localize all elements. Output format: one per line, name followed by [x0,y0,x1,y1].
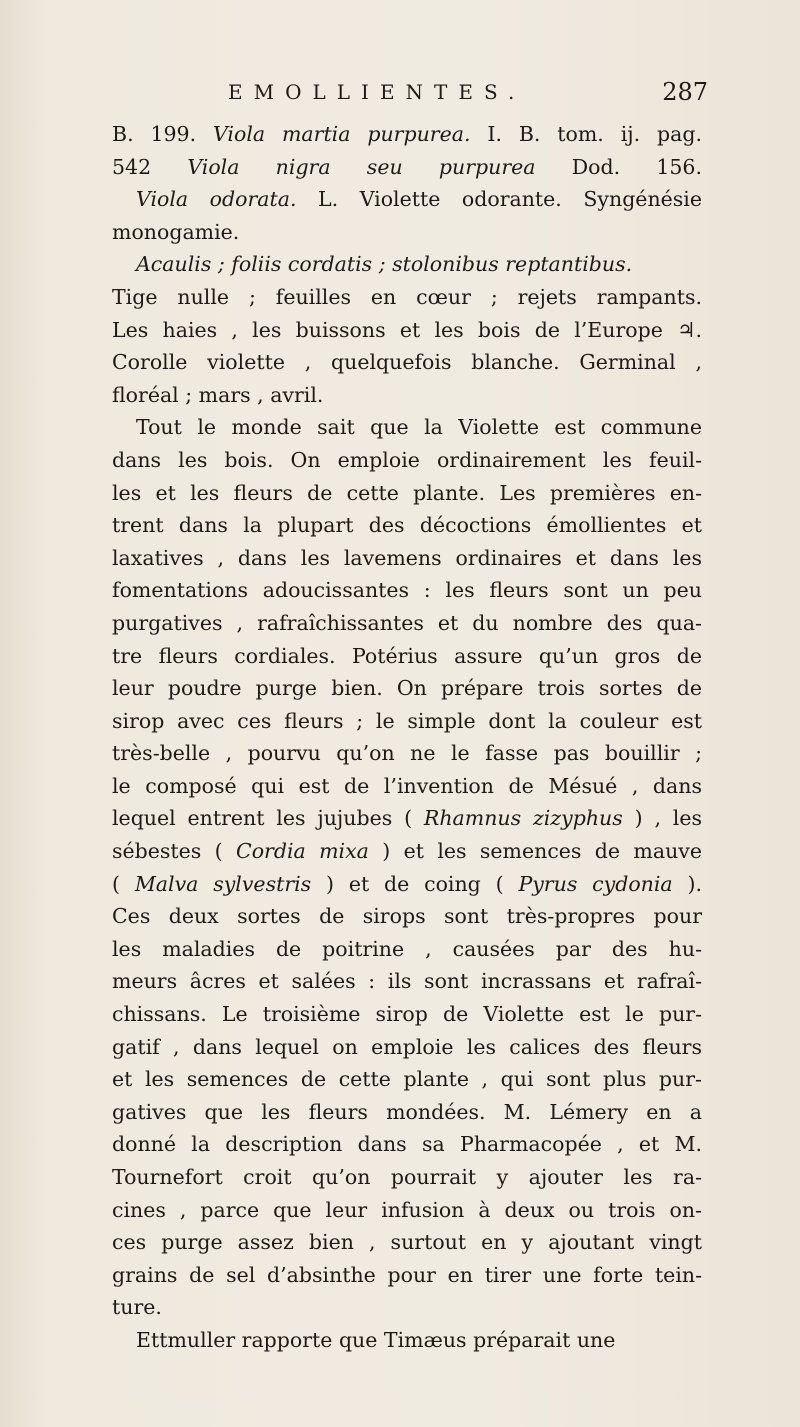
text-line [112,607,702,640]
text-line [112,1194,702,1227]
text-segment: ( [112,871,135,896]
text-segment: ) , les [622,806,703,831]
text-segment: Dod. 156. [535,154,702,179]
text-line [112,1291,702,1324]
text-line [112,411,702,444]
text-segment: le composé qui est de l’invention de Mésué , dans [112,773,702,798]
text-segment: sébestes ( [112,839,237,864]
text-line [112,314,702,347]
text-line [112,1259,702,1292]
text-line [112,1096,702,1129]
text-segment: ) et de coing ( [311,871,519,896]
text-segment: lequel entrent les jujubes ( [112,806,424,831]
text-line [112,640,702,673]
text-line [112,151,702,184]
text-segment: et les semences de cette plante , qui sont plus pur- [112,1067,702,1092]
text-segment: Tige nulle ; feuilles en cœur ; rejets rampants. [112,284,702,309]
text-line [112,248,702,281]
text-segment: les et les fleurs de cette plante. Les premières en- [112,480,702,505]
text-segment: cines , parce que leur infusion à deux ou trois on- [112,1197,702,1222]
running-head-title: EMOLLIENTES. [228,80,526,104]
text-segment: ture. [112,1295,162,1320]
text-segment: I. B. tom. ij. pag. [470,122,702,146]
text-segment: très-belle , pourvu qu’on ne le fasse pas bouillir ; [112,741,702,766]
text-segment: ) et les semences de mauve [368,839,702,864]
text-line [112,1128,702,1161]
text-segment: Ettmuller rapporte que Timæus préparait une [136,1327,616,1352]
text-segment: dans les bois. On emploie ordinairement les feuil- [112,447,702,472]
text-segment: ). [672,871,702,896]
text-segment: meurs âcres et salées : ils sont incrassans et rafraî- [112,969,702,994]
italic-text: Cordia mixa [236,839,369,864]
text-segment: ces purge assez bien , surtout en y ajoutant vingt [112,1230,702,1255]
text-segment: laxatives , dans les lavemens ordinaires et dans les [112,545,702,570]
text-segment: sirop avec ces fleurs ; le simple dont la couleur est [112,708,702,733]
text-line [112,183,702,216]
text-segment: donné la description dans sa Pharmacopée , et M. [112,1132,702,1157]
italic-text: Viola nigra seu purpurea [187,154,536,179]
italic-text: Acaulis ; foliis cordatis ; stolonibus reptantibus. [136,252,633,277]
italic-text: Pyrus cydonia [518,871,673,896]
italic-text: Malva sylvestris [134,871,312,896]
text-segment: chissans. Le troisième sirop de Violette est le pur- [112,1002,702,1027]
text-line [112,216,702,249]
text-segment: grains de sel d’absinthe pour en tirer une forte tein- [112,1262,702,1287]
text-line [112,1031,702,1064]
text-line [112,737,702,770]
text-line [112,672,702,705]
text-line [112,346,702,379]
text-line [112,379,702,412]
text-segment: Tout le monde sait que la Violette est commune [136,415,702,440]
text-segment: floréal ; mars , avril. [112,382,324,407]
text-line [112,802,702,835]
text-line [112,705,702,738]
text-segment: Les haies , les buissons et les bois de l’Europe ♃. [112,317,702,342]
text-line [112,770,702,803]
text-segment: monogamie. [112,219,240,244]
text-line [112,1324,702,1357]
text-segment: trent dans la plupart des décoctions émollientes et [112,513,702,538]
text-line [112,477,702,510]
text-segment: gatif , dans lequel on emploie les calices des fleurs [112,1034,702,1059]
text-line [112,965,702,998]
running-head [0,78,800,110]
text-segment: Tournefort croit qu’on pourrait y ajouter les ra- [112,1165,702,1189]
text-line [112,1226,702,1259]
text-segment: L. Violette odorante. Syngénésie [296,187,702,212]
text-line [112,900,702,933]
text-segment: B. 199. [112,122,213,146]
body-text [112,118,702,1357]
text-segment: purgatives , rafraîchissantes et du nombre des qua- [112,610,702,635]
text-segment: fomentations adoucissantes : les fleurs sont un peu [112,578,702,603]
text-segment: tre fleurs cordiales. Potérius assure qu’un gros de [112,643,702,668]
text-segment: gatives que les fleurs mondées. M. Lémery en a [112,1099,702,1124]
text-line [112,574,702,607]
text-segment: les maladies de poitrine , causées par des hu- [112,936,702,961]
text-segment: Ces deux sortes de sirops sont très-propres pour [112,904,702,929]
italic-text: Viola martia purpurea. [212,122,471,146]
text-line [112,835,702,868]
italic-text: Rhamnus zizyphus [423,806,623,831]
text-line [112,1063,702,1096]
text-segment: leur poudre purge bien. On prépare trois sortes de [112,676,702,701]
text-line [112,118,702,151]
text-line [112,281,702,314]
text-line [112,868,702,901]
text-line [112,444,702,477]
text-line [112,933,702,966]
text-line [112,1161,702,1194]
page-number: 287 [662,78,708,106]
text-line [112,509,702,542]
text-segment: 542 [112,154,188,179]
italic-text: Viola odorata. [136,187,297,212]
text-segment: Corolle violette , quelquefois blanche. Germinal , [112,350,702,375]
text-line [112,542,702,575]
text-line [112,998,702,1031]
